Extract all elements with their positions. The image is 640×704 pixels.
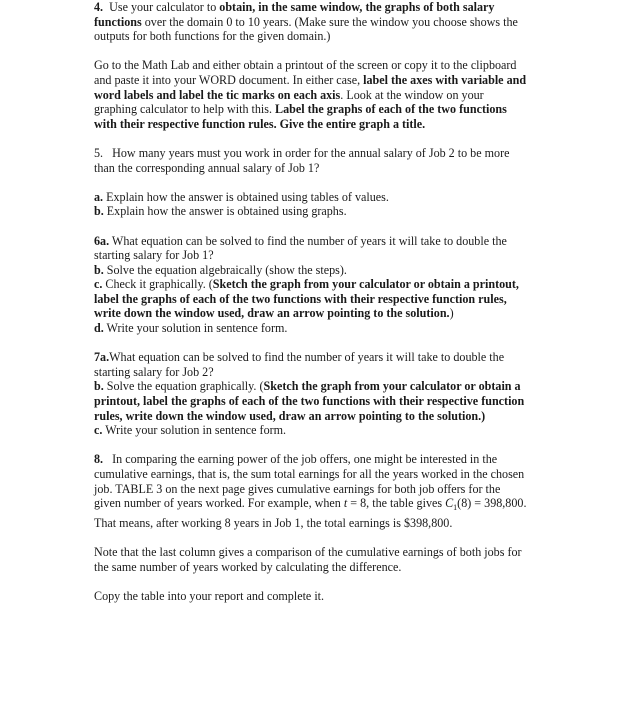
text: Write your solution in sentence form. <box>103 321 288 336</box>
text: What equation can be solved to find the number of years it will take to double the <box>109 233 507 248</box>
text: Explain how the answer is obtained using tables of values. <box>103 189 389 204</box>
question-8-line-4 <box>94 496 546 516</box>
question-7b-line-1 <box>94 379 546 394</box>
text: Solve the equation graphically. ( <box>103 379 264 394</box>
question-5-parts <box>94 190 546 219</box>
text: How many years must you work in order for the annual salary of Job 2 to be more <box>112 145 510 160</box>
bold-text: Sketch the graph from your calculator or obtain a printout, <box>212 277 519 292</box>
bold-text: Label the graphs of each of the two functions <box>275 102 507 117</box>
part-b <box>94 204 546 219</box>
text: (8) = 398,800. <box>457 496 527 511</box>
question-8-line-3: job. TABLE 3 on the next page gives cumulative earnings for both job offers for the <box>94 481 501 496</box>
text: = 8, the table gives <box>347 496 446 511</box>
question-8-line-2: cumulative earnings, that is, the sum total earnings for all the years worked in the chosen <box>94 467 525 481</box>
question-7a-line-1 <box>94 350 546 365</box>
bold-text: with their respective function rules. Give the entire graph a title. <box>94 116 426 131</box>
text: . Look at the window on your <box>340 87 484 102</box>
bold-text: write down the window used, draw an arrow pointing to the solution. <box>94 306 450 321</box>
question-6d <box>94 321 546 336</box>
math-lab-line-1: Go to the Math Lab and either obtain a printout of the screen or copy it to the clipboard <box>94 58 517 73</box>
bold-text: label the graphs of each of the two functions with their respective function rules, <box>94 291 507 306</box>
question-7a-line-2: starting salary for Job 2? <box>94 364 214 379</box>
question-7 <box>94 350 546 438</box>
bold-text: Sketch the graph from your calculator or obtain a <box>263 379 521 394</box>
question-7b-line-3 <box>94 409 546 424</box>
question-6a-line-2: starting salary for Job 1? <box>94 248 214 263</box>
text: Use your calculator to <box>109 0 220 14</box>
question-8-line-1 <box>94 452 546 467</box>
question-8 <box>94 452 546 530</box>
text: and paste it into your WORD document. In either case, <box>94 72 364 87</box>
math-lab-line-3 <box>94 88 546 103</box>
part-label: d. <box>94 321 104 336</box>
copy-line-1: Copy the table into your report and complete it. <box>94 588 325 603</box>
part-a <box>94 190 546 205</box>
math-lab-instructions <box>94 58 546 131</box>
math-lab-line-5 <box>94 117 546 132</box>
question-4-line-3: outputs for both functions for the given domain.) <box>94 29 331 44</box>
part-label: b. <box>94 262 104 277</box>
part-label: a. <box>94 189 104 204</box>
question-4-line-2 <box>94 15 546 30</box>
question-number: 8. <box>94 452 104 467</box>
bold-text: rules, write down the window used, draw an arrow pointing to the solution.) <box>94 408 486 423</box>
question-number: 5. <box>94 145 104 160</box>
math-subscript: 1 <box>453 503 458 513</box>
math-variable: t <box>343 496 348 511</box>
text: over the domain 0 to 10 years. (Make sure the window you choose shows the <box>141 14 518 29</box>
part-label: c. <box>94 423 103 438</box>
document-page <box>94 0 546 618</box>
question-5-line-2: than the corresponding annual salary of Job 1? <box>94 160 320 175</box>
question-number: 7a. <box>94 350 110 365</box>
math-lab-line-2 <box>94 73 546 88</box>
text: Write your solution in sentence form. <box>102 423 287 438</box>
part-label: b. <box>94 379 104 394</box>
question-6b <box>94 263 546 278</box>
text: graphing calculator to help with this. <box>94 102 276 117</box>
question-7c <box>94 423 546 438</box>
note-line-1: Note that the last column gives a comparison of the cumulative earnings of both jobs for <box>94 544 522 559</box>
text: Check it graphically. ( <box>102 277 213 292</box>
bold-text: word labels and label the tic marks on each axis <box>94 87 341 102</box>
question-6 <box>94 234 546 336</box>
text: Solve the equation algebraically (show the steps). <box>103 262 347 277</box>
text: ) <box>449 306 454 321</box>
question-7b-line-2 <box>94 394 546 409</box>
text: Explain how the answer is obtained using graphs. <box>103 204 347 219</box>
note-line-2: the same number of years worked by calculating the difference. <box>94 559 402 574</box>
math-lab-line-4 <box>94 102 546 117</box>
question-6c-line-3 <box>94 306 546 321</box>
question-6c-line-2 <box>94 292 546 307</box>
question-number: 4. <box>94 0 104 14</box>
note-paragraph <box>94 545 546 574</box>
math-function: C <box>445 496 454 511</box>
bold-text: printout, label the graphs of each of the two functions with their respective function <box>94 394 525 409</box>
question-4-line-1 <box>94 0 546 15</box>
question-6a-line-1 <box>94 234 546 249</box>
question-8-line-5: That means, after working 8 years in Job 1, the total earnings is $398,800. <box>94 515 453 530</box>
question-5 <box>94 146 546 175</box>
question-6c-line-1 <box>94 277 546 292</box>
question-4 <box>94 0 546 44</box>
part-label: c. <box>94 277 103 292</box>
text: What equation can be solved to find the number of years it will take to double the <box>109 350 505 365</box>
text: In comparing the earning power of the job offers, one might be interested in the <box>112 452 498 467</box>
bold-text: label the axes with variable and <box>363 72 527 87</box>
question-number: 6a. <box>94 233 110 248</box>
text: given number of years worked. For example, when <box>94 496 344 511</box>
bold-text: obtain, in the same window, the graphs of both salary <box>219 0 495 14</box>
copy-instruction <box>94 589 546 604</box>
part-label: b. <box>94 204 104 219</box>
bold-text: functions <box>94 14 142 29</box>
question-5-line-1 <box>94 146 546 161</box>
